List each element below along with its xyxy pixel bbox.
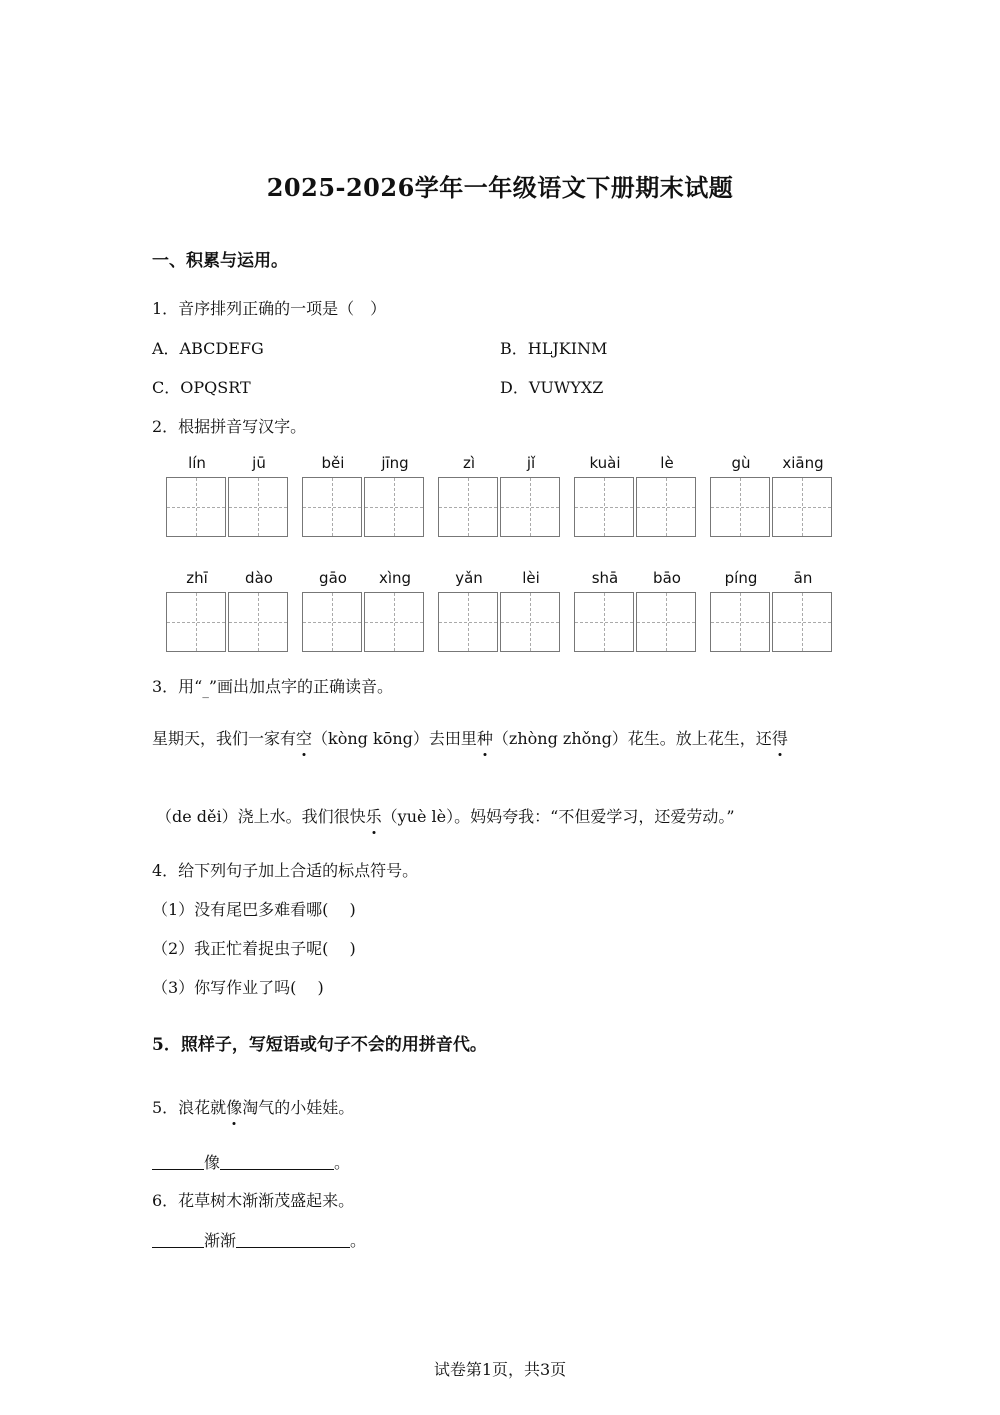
writing-box[interactable] (636, 592, 696, 652)
q1-option-a: A．ABCDEFG (152, 339, 264, 358)
pinyin-label: xìng (378, 569, 412, 587)
pinyin-label: ān (793, 569, 813, 587)
writing-box[interactable] (364, 592, 424, 652)
pinyin-label: běi (321, 454, 345, 472)
writing-box[interactable] (166, 592, 226, 652)
dotted-char-de: 得 (771, 729, 788, 748)
pinyin-label: dào (245, 569, 273, 587)
q5-answer-word: 像 (204, 1153, 221, 1172)
writing-box[interactable] (710, 592, 770, 652)
pinyin-label: yǎn (455, 569, 483, 587)
pinyin-label: lè (660, 454, 674, 472)
pinyin-label: lín (188, 454, 206, 472)
q4-item-2: （2）我正忙着捉虫子呢( ) (152, 939, 356, 958)
pinyin-label: bāo (653, 569, 681, 587)
writing-box[interactable] (228, 477, 288, 537)
question-2-stem: 2．根据拼音写汉字。 (152, 417, 307, 436)
pinyin-label: zhī (186, 569, 208, 587)
q3-passage-line-1 (152, 728, 788, 750)
answer-blank[interactable] (152, 1153, 204, 1170)
page-title: 2025-2026学年一年级语文下册期末试题 (266, 173, 734, 202)
pinyin-label: jīng (381, 454, 409, 472)
pinyin-label: lèi (522, 569, 540, 587)
writing-box[interactable] (438, 592, 498, 652)
question-6-stem: 6．花草树木渐渐茂盛起来。 (152, 1191, 355, 1210)
dotted-char-kong: 空 (296, 729, 313, 748)
writing-box[interactable] (772, 477, 832, 537)
q3-stem-part-a: 3．用“ (152, 677, 203, 696)
dotted-char-le: 乐 (365, 807, 382, 826)
dotted-char-zhong: 种 (476, 729, 493, 748)
q3-stem-part-b: ”画出加点字的正确读音。 (208, 677, 394, 696)
pinyin-label: gù (731, 454, 751, 472)
q1-option-d: D．VUWYXZ (500, 378, 604, 397)
q6-answer-end: 。 (350, 1231, 367, 1250)
q4-item-3: （3）你写作业了吗( ) (152, 978, 324, 997)
writing-box[interactable] (710, 477, 770, 537)
q3-text: （kòng kōng）去田里 (312, 729, 477, 748)
q5-text: 淘气的小娃娃。 (242, 1098, 355, 1117)
pinyin-label: kuài (589, 454, 621, 472)
question-1-stem: 1．音序排列正确的一项是（ ） (152, 299, 387, 318)
q3-text: （zhòng zhǒng）花生。放上花生，还 (492, 729, 772, 748)
q3-text: 星期天，我们一家有 (152, 729, 297, 748)
pinyin-label: shā (591, 569, 619, 587)
question-5-stem (152, 1097, 354, 1119)
q1-option-b: B．HLJKINM (500, 339, 608, 358)
section-heading-1: 一、积累与运用。 (152, 251, 288, 271)
pinyin-label: jū (252, 454, 266, 472)
writing-box[interactable] (302, 477, 362, 537)
writing-box[interactable] (500, 592, 560, 652)
q4-item-1: （1）没有尾巴多难看哪( ) (152, 900, 356, 919)
writing-box[interactable] (500, 477, 560, 537)
q1-option-c: C．OPQSRT (152, 378, 251, 397)
question-4-stem: 4．给下列句子加上合适的标点符号。 (152, 861, 419, 880)
section-heading-5: 5．照样子，写短语或句子不会的用拼音代。 (152, 1035, 487, 1055)
writing-box[interactable] (574, 592, 634, 652)
q5-answer-end: 。 (334, 1153, 351, 1172)
pinyin-label: jǐ (526, 454, 536, 472)
answer-blank[interactable] (220, 1153, 334, 1170)
writing-box[interactable] (228, 592, 288, 652)
q6-answer-word: 渐渐 (204, 1231, 237, 1250)
q3-passage-line-2 (156, 806, 735, 828)
writing-box[interactable] (364, 477, 424, 537)
answer-blank[interactable] (236, 1231, 350, 1248)
q3-text: （de děi）浇上水。我们很快 (156, 807, 366, 826)
writing-box[interactable] (438, 477, 498, 537)
q3-text: （yuè lè）。妈妈夸我：“不但爱学习，还爱劳动。” (381, 807, 735, 826)
writing-box[interactable] (636, 477, 696, 537)
q6-answer-line (152, 1230, 366, 1252)
underline-mark: _ (202, 684, 209, 699)
question-3-stem (152, 676, 393, 703)
writing-box[interactable] (574, 477, 634, 537)
dotted-char-xiang: 像 (226, 1098, 243, 1117)
q5-text: 5．浪花就 (152, 1098, 227, 1117)
answer-blank[interactable] (152, 1231, 204, 1248)
q5-answer-line (152, 1152, 350, 1174)
writing-box[interactable] (166, 477, 226, 537)
writing-box[interactable] (302, 592, 362, 652)
pinyin-label: zì (462, 454, 476, 472)
pinyin-label: gāo (319, 569, 347, 587)
pinyin-label: píng (724, 569, 758, 587)
page-footer: 试卷第1页，共3页 (433, 1360, 567, 1379)
writing-box[interactable] (772, 592, 832, 652)
pinyin-label: xiāng (782, 454, 824, 472)
